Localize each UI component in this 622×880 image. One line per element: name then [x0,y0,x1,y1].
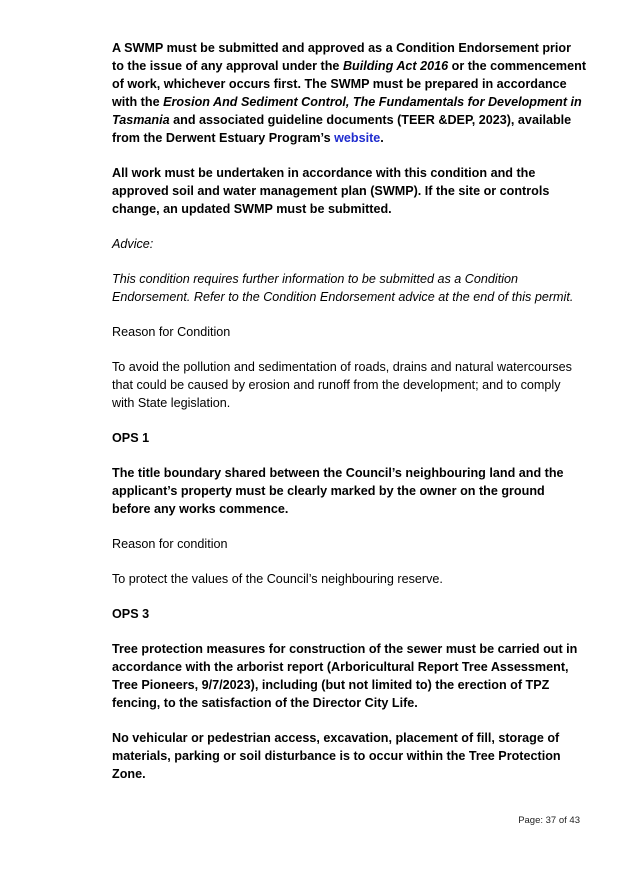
ops1-reason-text: To protect the values of the Council’s neighbouring reserve. [112,572,443,586]
document-body [112,39,586,800]
ops1-reason-label: Reason for condition [112,537,228,551]
swmp-compliance-paragraph: All work must be undertaken in accordance with this condition and the approved soil and water management plan (SWMP). If the site or controls change, an updated SWMP must be submitted. [112,166,550,216]
guideline-title: Erosion And Sediment Control, The Fundamentals for Development in Tasmania [112,95,582,127]
ops1-text: The title boundary shared between the Council’s neighbouring land and the applicant’s property must be clearly marked by the owner on the ground before any works commence. [112,466,564,516]
ops1-heading: OPS 1 [112,431,150,445]
reason-text: To avoid the pollution and sedimentation of roads, drains and natural watercourses that could be caused by erosion and runoff from the development; and to comply with State legislation. [112,360,572,410]
advice-label: Advice: [112,237,154,251]
advice-text: This condition requires further information to be submitted as a Condition Endorsement. Refer to the Condition Endorsement advice at the end of this permit. [112,272,574,304]
ops3-text-1: Tree protection measures for construction of the sewer must be carried out in accordance with the arborist report (Arboricultural Report Tree Assessment, Tree Pioneers, 9/7/2023), including (but not limited to) the erection of TPZ fencing, to the satisfaction of the Director City Life. [112,642,578,710]
swmp-text-part: A SWMP must be submitted and approved as a Condition Endorsement prior to the issue of any approval under the [112,41,572,73]
ops3-heading: OPS 3 [112,607,150,621]
page-number: Page: 37 of 43 [518,815,580,826]
swmp-text-part: and associated guideline documents (TEER &DEP, 2023), available from the Derwent Estuary Program’s [112,113,572,145]
reason-label: Reason for Condition [112,325,231,339]
swmp-requirement-paragraph [112,39,586,147]
building-act-reference: Building Act 2016 [342,59,449,73]
website-link[interactable]: website [334,131,381,145]
ops3-text-2: No vehicular or pedestrian access, excavation, placement of fill, storage of materials, parking or soil disturbance is to occur within the Tree Protection Zone. [112,731,561,781]
swmp-text-part: or the commencement of work, whichever occurs first. The SWMP must be prepared in accordance with the [112,59,587,109]
swmp-text-end: . [380,131,384,145]
